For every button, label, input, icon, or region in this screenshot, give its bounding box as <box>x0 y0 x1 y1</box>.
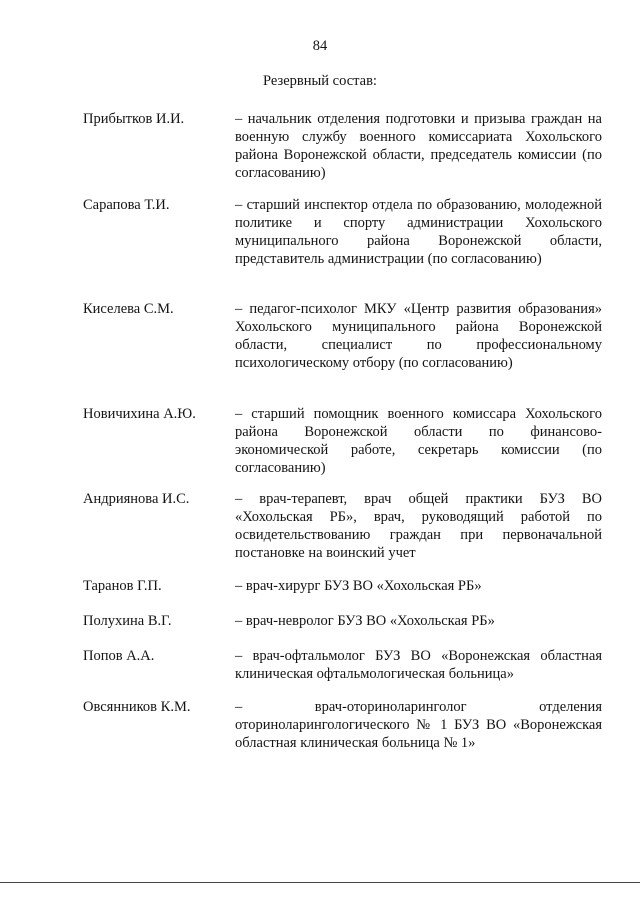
member-name: Сарапова Т.И. <box>83 197 170 213</box>
member-name: Андриянова И.С. <box>83 491 190 507</box>
member-role: – врач-офтальмолог БУЗ ВО «Воронежская областная клиническая офтальмологическая больница» <box>235 648 602 682</box>
member-role: – врач-хирург БУЗ ВО «Хохольская РБ» <box>235 578 482 594</box>
member-name: Овсянников К.М. <box>83 699 191 715</box>
member-role: – старший инспектор отдела по образованию, молодежной политике и спорту администрации Хохольского муниципального района Воронежской области, представитель администрации (по согласованию) <box>235 197 602 267</box>
member-role: – врач-невролог БУЗ ВО «Хохольская РБ» <box>235 613 495 629</box>
page-number: 84 <box>312 38 328 54</box>
member-role: – педагог-психолог МКУ «Центр развития образования» Хохольского муниципального района Воронежской области, специалист по профессиональному психологическому отбору (по согласованию) <box>235 301 602 371</box>
member-name: Таранов Г.П. <box>83 578 162 594</box>
member-name: Киселева С.М. <box>83 301 174 317</box>
member-role: – начальник отделения подготовки и призыва граждан на военную службу военного комиссариата Хохольского района Воронежской области, председатель комиссии (по согласованию) <box>235 111 602 181</box>
member-name: Полухина В.Г. <box>83 613 172 629</box>
member-role: – врач-оториноларинголог отделения оториноларингологического № 1 БУЗ ВО «Воронежская областная клиническая больница № 1» <box>235 699 602 751</box>
member-name: Новичихина А.Ю. <box>83 406 196 422</box>
member-role: – врач-терапевт, врач общей практики БУЗ ВО «Хохольская РБ», врач, руководящий работой по освидетельствованию граждан при первоначальной постановке на воинский учет <box>235 491 602 561</box>
member-name: Попов А.А. <box>83 648 155 664</box>
member-name: Прибытков И.И. <box>83 111 185 127</box>
page-bottom-rule <box>0 882 640 883</box>
member-role: – старший помощник военного комиссара Хохольского района Воронежской области по финансово-экономической работе, секретарь комиссии (по согласованию) <box>235 406 602 476</box>
section-title: Резервный состав: <box>263 73 377 89</box>
